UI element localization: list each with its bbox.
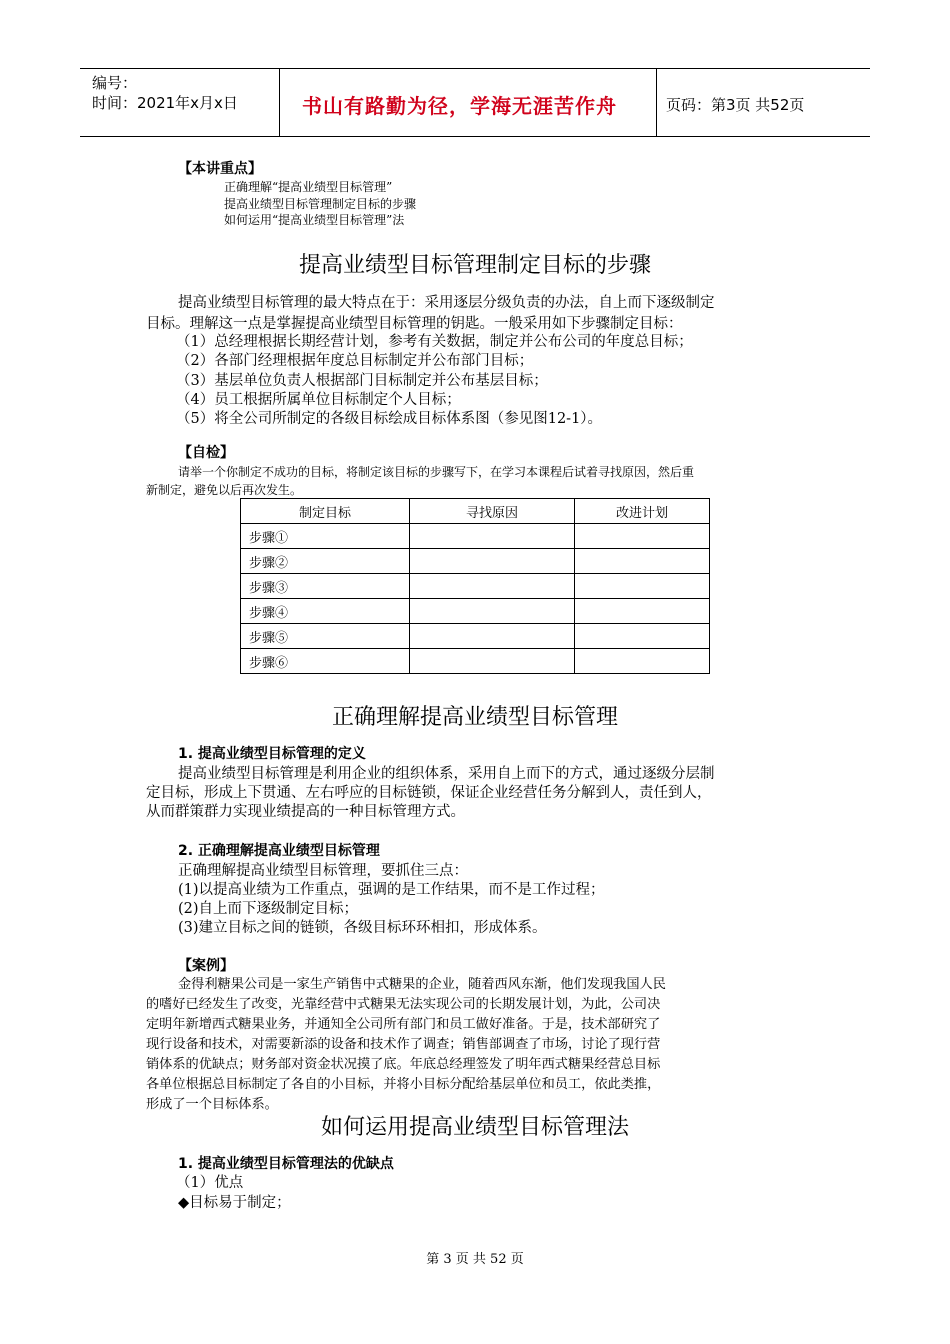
table-empty-cell[interactable] xyxy=(410,574,575,599)
table-row xyxy=(241,624,710,649)
page-footer: 第 3 页 共 52 页 xyxy=(426,1252,524,1267)
case-title: 【案例】 xyxy=(178,958,234,974)
section3-bullet-1: ◆目标易于制定； xyxy=(178,1195,291,1211)
table-step-cell: 步骤⑤ xyxy=(241,624,410,649)
header-divider-left xyxy=(279,68,280,136)
section2-point-2: (2)自上而下逐级制定目标； xyxy=(178,901,359,917)
section1-intro-line2: 目标。理解这一点是掌握提高业绩型目标管理的钥匙。一般采用如下步骤制定目标： xyxy=(146,316,683,332)
section1-step-4: （4）员工根据所属单位目标制定个人目标； xyxy=(176,392,461,408)
table-step-cell: 步骤④ xyxy=(241,599,410,624)
table-empty-cell[interactable] xyxy=(575,574,710,599)
focus-item-3: 如何运用“提高业绩型目标管理”法 xyxy=(224,213,405,227)
header-top-rule xyxy=(80,68,870,69)
table-empty-cell[interactable] xyxy=(575,599,710,624)
table-row xyxy=(241,649,710,674)
selfcheck-title: 【自检】 xyxy=(178,445,234,461)
case-line-1: 金得利糖果公司是一家生产销售中式糖果的企业，随着西风东渐，他们发现我国人民 xyxy=(178,977,666,992)
section3-title: 如何运用提高业绩型目标管理法 xyxy=(320,1115,629,1140)
focus-item-2: 提高业绩型目标管理制定目标的步骤 xyxy=(224,197,417,211)
table-row xyxy=(241,524,710,549)
section2-def-line3: 从而群策群力实现业绩提高的一种目标管理方式。 xyxy=(146,804,465,820)
table-empty-cell[interactable] xyxy=(410,624,575,649)
table-row xyxy=(241,549,710,574)
header-bottom-rule xyxy=(80,136,870,137)
header-code-label: 编号： xyxy=(92,74,138,92)
header-page-info: 页码：第3页 共52页 xyxy=(666,96,805,114)
section1-step-2: （2）各部门经理根据年度总目标制定并公布部门目标； xyxy=(176,353,534,369)
table-step-cell: 步骤③ xyxy=(241,574,410,599)
section2-understand-intro: 正确理解提高业绩型目标管理，要抓住三点： xyxy=(178,863,468,879)
section2-point-3: (3)建立目标之间的链锁，各级目标环环相扣，形成体系。 xyxy=(178,920,547,936)
section1-step-3: （3）基层单位负责人根据部门目标制定并公布基层目标； xyxy=(176,373,548,389)
table-header-reason: 寻找原因 xyxy=(410,499,575,524)
case-line-3: 定明年新增西式糖果业务，并通知全公司所有部门和员工做好准备。于是，技术部研究了 xyxy=(146,1017,661,1032)
section2-title: 正确理解提高业绩型目标管理 xyxy=(331,705,618,730)
section1-step-1: （1）总经理根据长期经营计划，参考有关数据，制定并公布公司的年度总目标； xyxy=(176,334,693,350)
case-line-2: 的嗜好已经发生了改变，光靠经营中式糖果无法实现公司的长期发展计划，为此，公司决 xyxy=(146,997,661,1012)
section1-title: 提高业绩型目标管理制定目标的步骤 xyxy=(298,253,651,278)
case-line-7: 形成了一个目标体系。 xyxy=(146,1097,278,1112)
section2-subtitle-2: 2. 正确理解提高业绩型目标管理 xyxy=(178,843,380,859)
table-step-cell: 步骤② xyxy=(241,549,410,574)
section2-def-line1: 提高业绩型目标管理是利用企业的组织体系，采用自上而下的方式，通过逐级分层制 xyxy=(178,766,715,782)
focus-item-1: 正确理解“提高业绩型目标管理” xyxy=(224,180,393,194)
table-empty-cell[interactable] xyxy=(575,524,710,549)
focus-title: 【本讲重点】 xyxy=(178,161,262,177)
case-line-4: 现行设备和技术，对需要新添的设备和技术作了调查；销售部调查了市场，讨论了现行营 xyxy=(146,1037,661,1052)
table-header-goal: 制定目标 xyxy=(241,499,410,524)
selfcheck-text-line2: 新制定，避免以后再次发生。 xyxy=(146,483,303,497)
header-date: 时间：2021年x月x日 xyxy=(92,94,238,112)
section3-merit-label: （1）优点 xyxy=(176,1175,244,1191)
section2-subtitle-1: 1. 提高业绩型目标管理的定义 xyxy=(178,746,366,762)
table-empty-cell[interactable] xyxy=(575,649,710,674)
table-step-cell: 步骤① xyxy=(241,524,410,549)
table-empty-cell[interactable] xyxy=(575,549,710,574)
table-empty-cell[interactable] xyxy=(410,599,575,624)
table-empty-cell[interactable] xyxy=(410,524,575,549)
section3-subtitle-1: 1. 提高业绩型目标管理法的优缺点 xyxy=(178,1156,394,1172)
section1-step-5: （5）将全公司所制定的各级目标绘成目标体系图（参见图12-1）。 xyxy=(176,411,603,427)
table-empty-cell[interactable] xyxy=(575,624,710,649)
table-step-cell: 步骤⑥ xyxy=(241,649,410,674)
section2-def-line2: 定目标，形成上下贯通、左右呼应的目标链锁，保证企业经营任务分解到人，责任到人， xyxy=(146,785,712,801)
case-line-5: 销体系的优缺点；财务部对资金状况摸了底。年底总经理签发了明年西式糖果经营总目标 xyxy=(146,1057,661,1072)
header-divider-right xyxy=(656,68,657,136)
selfcheck-table xyxy=(240,498,710,674)
table-row xyxy=(241,599,710,624)
table-empty-cell[interactable] xyxy=(410,549,575,574)
section1-intro-line1: 提高业绩型目标管理的最大特点在于：采用逐层分级负责的办法，自上而下逐级制定 xyxy=(178,295,715,311)
table-empty-cell[interactable] xyxy=(410,649,575,674)
table-row xyxy=(241,574,710,599)
table-header-plan: 改进计划 xyxy=(575,499,710,524)
case-line-6: 各单位根据总目标制定了各自的小目标，并将小目标分配给基层单位和员工，依此类推， xyxy=(146,1077,661,1092)
section2-point-1: (1)以提高业绩为工作重点，强调的是工作结果，而不是工作过程； xyxy=(178,882,605,898)
header-motto: 书山有路勤为径，学海无涯苦作舟 xyxy=(302,94,617,118)
table-header-row xyxy=(241,499,710,524)
selfcheck-text-line1: 请举一个你制定不成功的目标，将制定该目标的步骤写下，在学习本课程后试着寻找原因，然后重 xyxy=(178,465,695,479)
